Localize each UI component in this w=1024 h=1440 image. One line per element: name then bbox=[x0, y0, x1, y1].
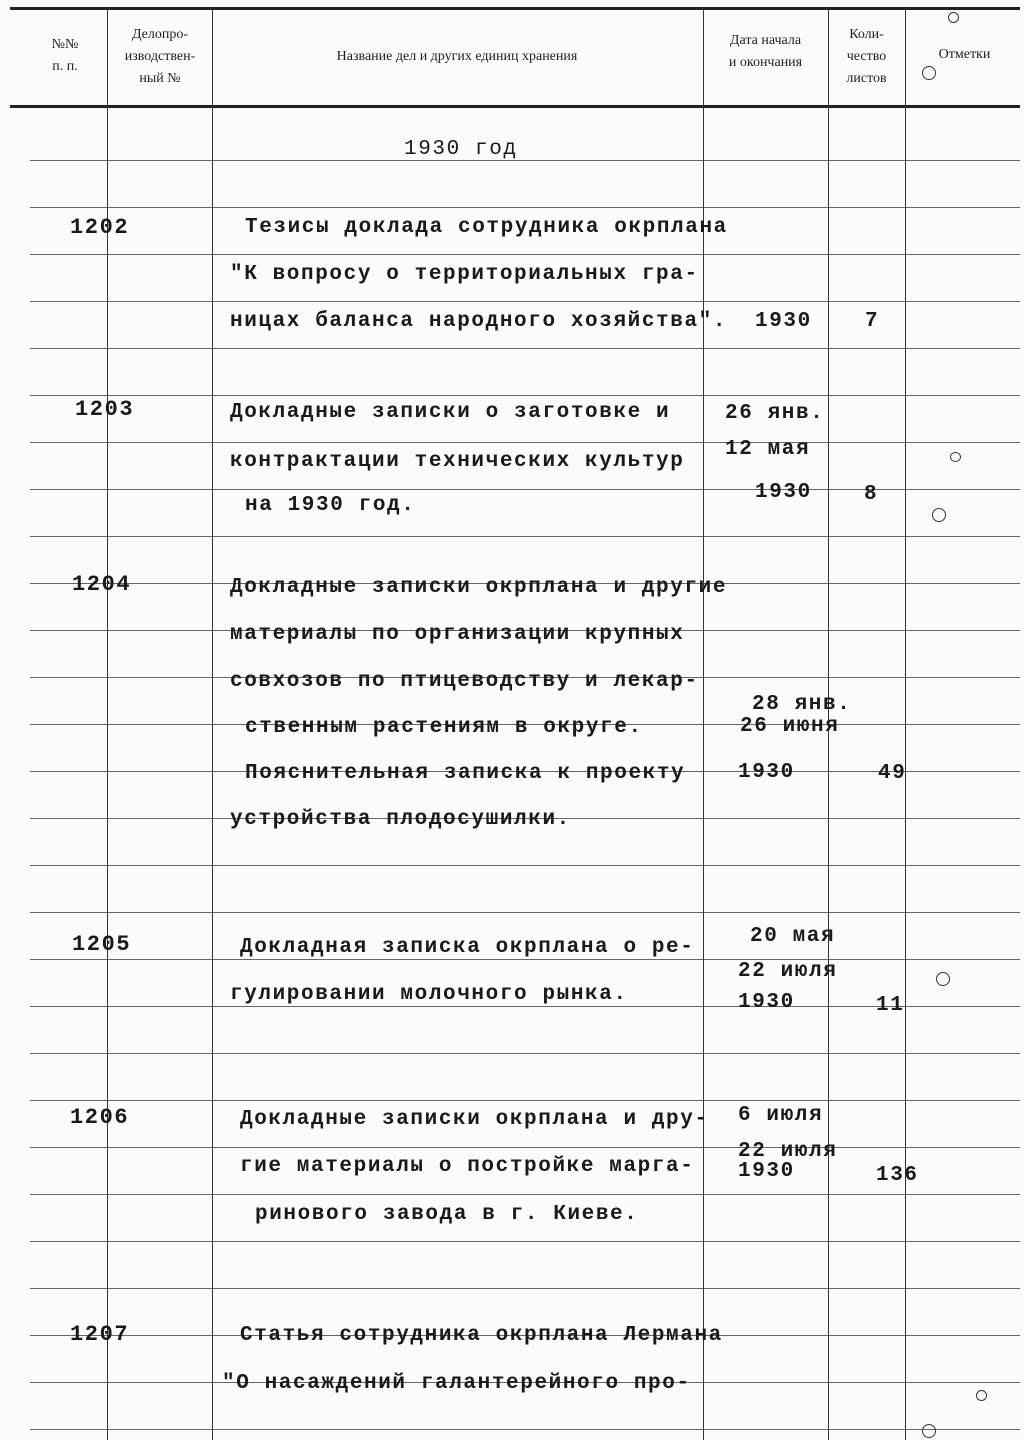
entry-sheets: 7 bbox=[865, 310, 880, 333]
header-title: Название дел и других единиц хранения bbox=[336, 49, 578, 64]
entry-number: 1207 bbox=[70, 1322, 130, 1347]
entry-title-line: Докладные записки о заготовке и bbox=[230, 401, 671, 424]
ruled-line bbox=[30, 1100, 1020, 1101]
entry-date: 1930 bbox=[738, 761, 795, 784]
ruled-line bbox=[30, 865, 1020, 866]
entry-number: 1202 bbox=[70, 215, 130, 240]
header-notes: Отметки bbox=[938, 47, 991, 62]
entry-title-line: ринового завода в г. Киеве. bbox=[255, 1203, 639, 1226]
entry-title-line: гие материалы о постройке марга- bbox=[240, 1155, 695, 1178]
entry-title-line: ницах баланса народного хозяйства". bbox=[230, 310, 728, 333]
entry-title-line: Докладные записки окрплана и другие bbox=[230, 576, 728, 599]
entry-number: 1205 bbox=[72, 932, 132, 957]
entry-title-line: совхозов по птицеводству и лекар- bbox=[230, 670, 699, 693]
entry-date: 28 янв. bbox=[752, 693, 852, 716]
header-bottom-rule bbox=[10, 105, 1020, 108]
entry-sheets: 11 bbox=[876, 994, 905, 1017]
ruled-line bbox=[30, 1429, 1020, 1430]
entry-title-line: "К вопросу о территориальных гра- bbox=[230, 263, 699, 286]
entry-number: 1206 bbox=[70, 1105, 130, 1130]
entry-title-line: Тезисы доклада сотрудника окрплана bbox=[245, 216, 728, 239]
ruled-line bbox=[30, 348, 1020, 349]
entry-title-line: гулировании молочного рынка. bbox=[230, 983, 628, 1006]
entry-sheets: 136 bbox=[876, 1164, 919, 1187]
ruled-line bbox=[30, 301, 1020, 302]
hole-mark bbox=[948, 12, 959, 23]
header-number: №№ п. п. bbox=[51, 37, 79, 74]
entry-number: 1203 bbox=[75, 397, 135, 422]
entry-number: 1204 bbox=[72, 572, 132, 597]
entry-title-line: устройства плодосушилки. bbox=[230, 808, 571, 831]
ruled-line bbox=[30, 1053, 1020, 1054]
mark bbox=[950, 452, 961, 462]
entry-title-line: "О насаждений галантерейного про- bbox=[222, 1372, 691, 1395]
entry-title-line: материалы по организации крупных bbox=[230, 623, 685, 646]
entry-date: 26 июня bbox=[740, 715, 840, 738]
entry-date: 1930 bbox=[738, 1160, 795, 1183]
ruled-line bbox=[30, 912, 1020, 913]
entry-title-line: Докладная записка окрплана о ре- bbox=[240, 936, 695, 959]
hole-mark bbox=[936, 972, 950, 986]
ruled-line bbox=[30, 1147, 1020, 1148]
ruled-line bbox=[30, 442, 1020, 443]
entry-date: 1930 bbox=[738, 991, 795, 1014]
entry-date: 1930 bbox=[755, 481, 812, 504]
hole-mark bbox=[922, 66, 936, 80]
ruled-line bbox=[30, 395, 1020, 396]
mark bbox=[976, 1390, 987, 1401]
year-heading: 1930 год bbox=[404, 138, 518, 161]
hole-mark bbox=[932, 508, 946, 522]
entry-date: 22 июля bbox=[738, 1140, 838, 1163]
entry-sheets: 49 bbox=[878, 762, 907, 785]
hole-mark bbox=[922, 1424, 936, 1438]
entry-date: 1930 bbox=[755, 310, 812, 333]
entry-date: 6 июля bbox=[738, 1104, 824, 1127]
header-sheets: Коли- чество листов bbox=[846, 27, 887, 86]
entry-title-line: на 1930 год. bbox=[245, 494, 416, 517]
entry-date: 26 янв. bbox=[725, 402, 825, 425]
header-dates: Дата начала и окончания bbox=[728, 33, 803, 70]
header-office-number: Делопро- изводствен- ный № bbox=[124, 27, 196, 86]
entry-date: 20 мая bbox=[750, 925, 836, 948]
ruled-line bbox=[30, 254, 1020, 255]
ruled-line bbox=[30, 207, 1020, 208]
ruled-line bbox=[30, 160, 1020, 161]
entry-date: 22 июля bbox=[738, 960, 838, 983]
ruled-line bbox=[30, 1241, 1020, 1242]
entry-title-line: Пояснительная записка к проекту bbox=[245, 762, 686, 785]
top-rule bbox=[10, 7, 1020, 10]
ruled-line bbox=[30, 1194, 1020, 1195]
entry-title-line: Статья сотрудника окрплана Лермана bbox=[240, 1324, 723, 1347]
entry-title-line: Докладные записки окрплана и дру- bbox=[240, 1108, 709, 1131]
entry-title-line: контрактации технических культур bbox=[230, 450, 685, 473]
ruled-line bbox=[30, 1288, 1020, 1289]
entry-sheets: 8 bbox=[864, 483, 879, 506]
entry-title-line: ственным растениям в округе. bbox=[245, 716, 643, 739]
entry-date: 12 мая bbox=[725, 438, 811, 461]
ruled-line bbox=[30, 536, 1020, 537]
